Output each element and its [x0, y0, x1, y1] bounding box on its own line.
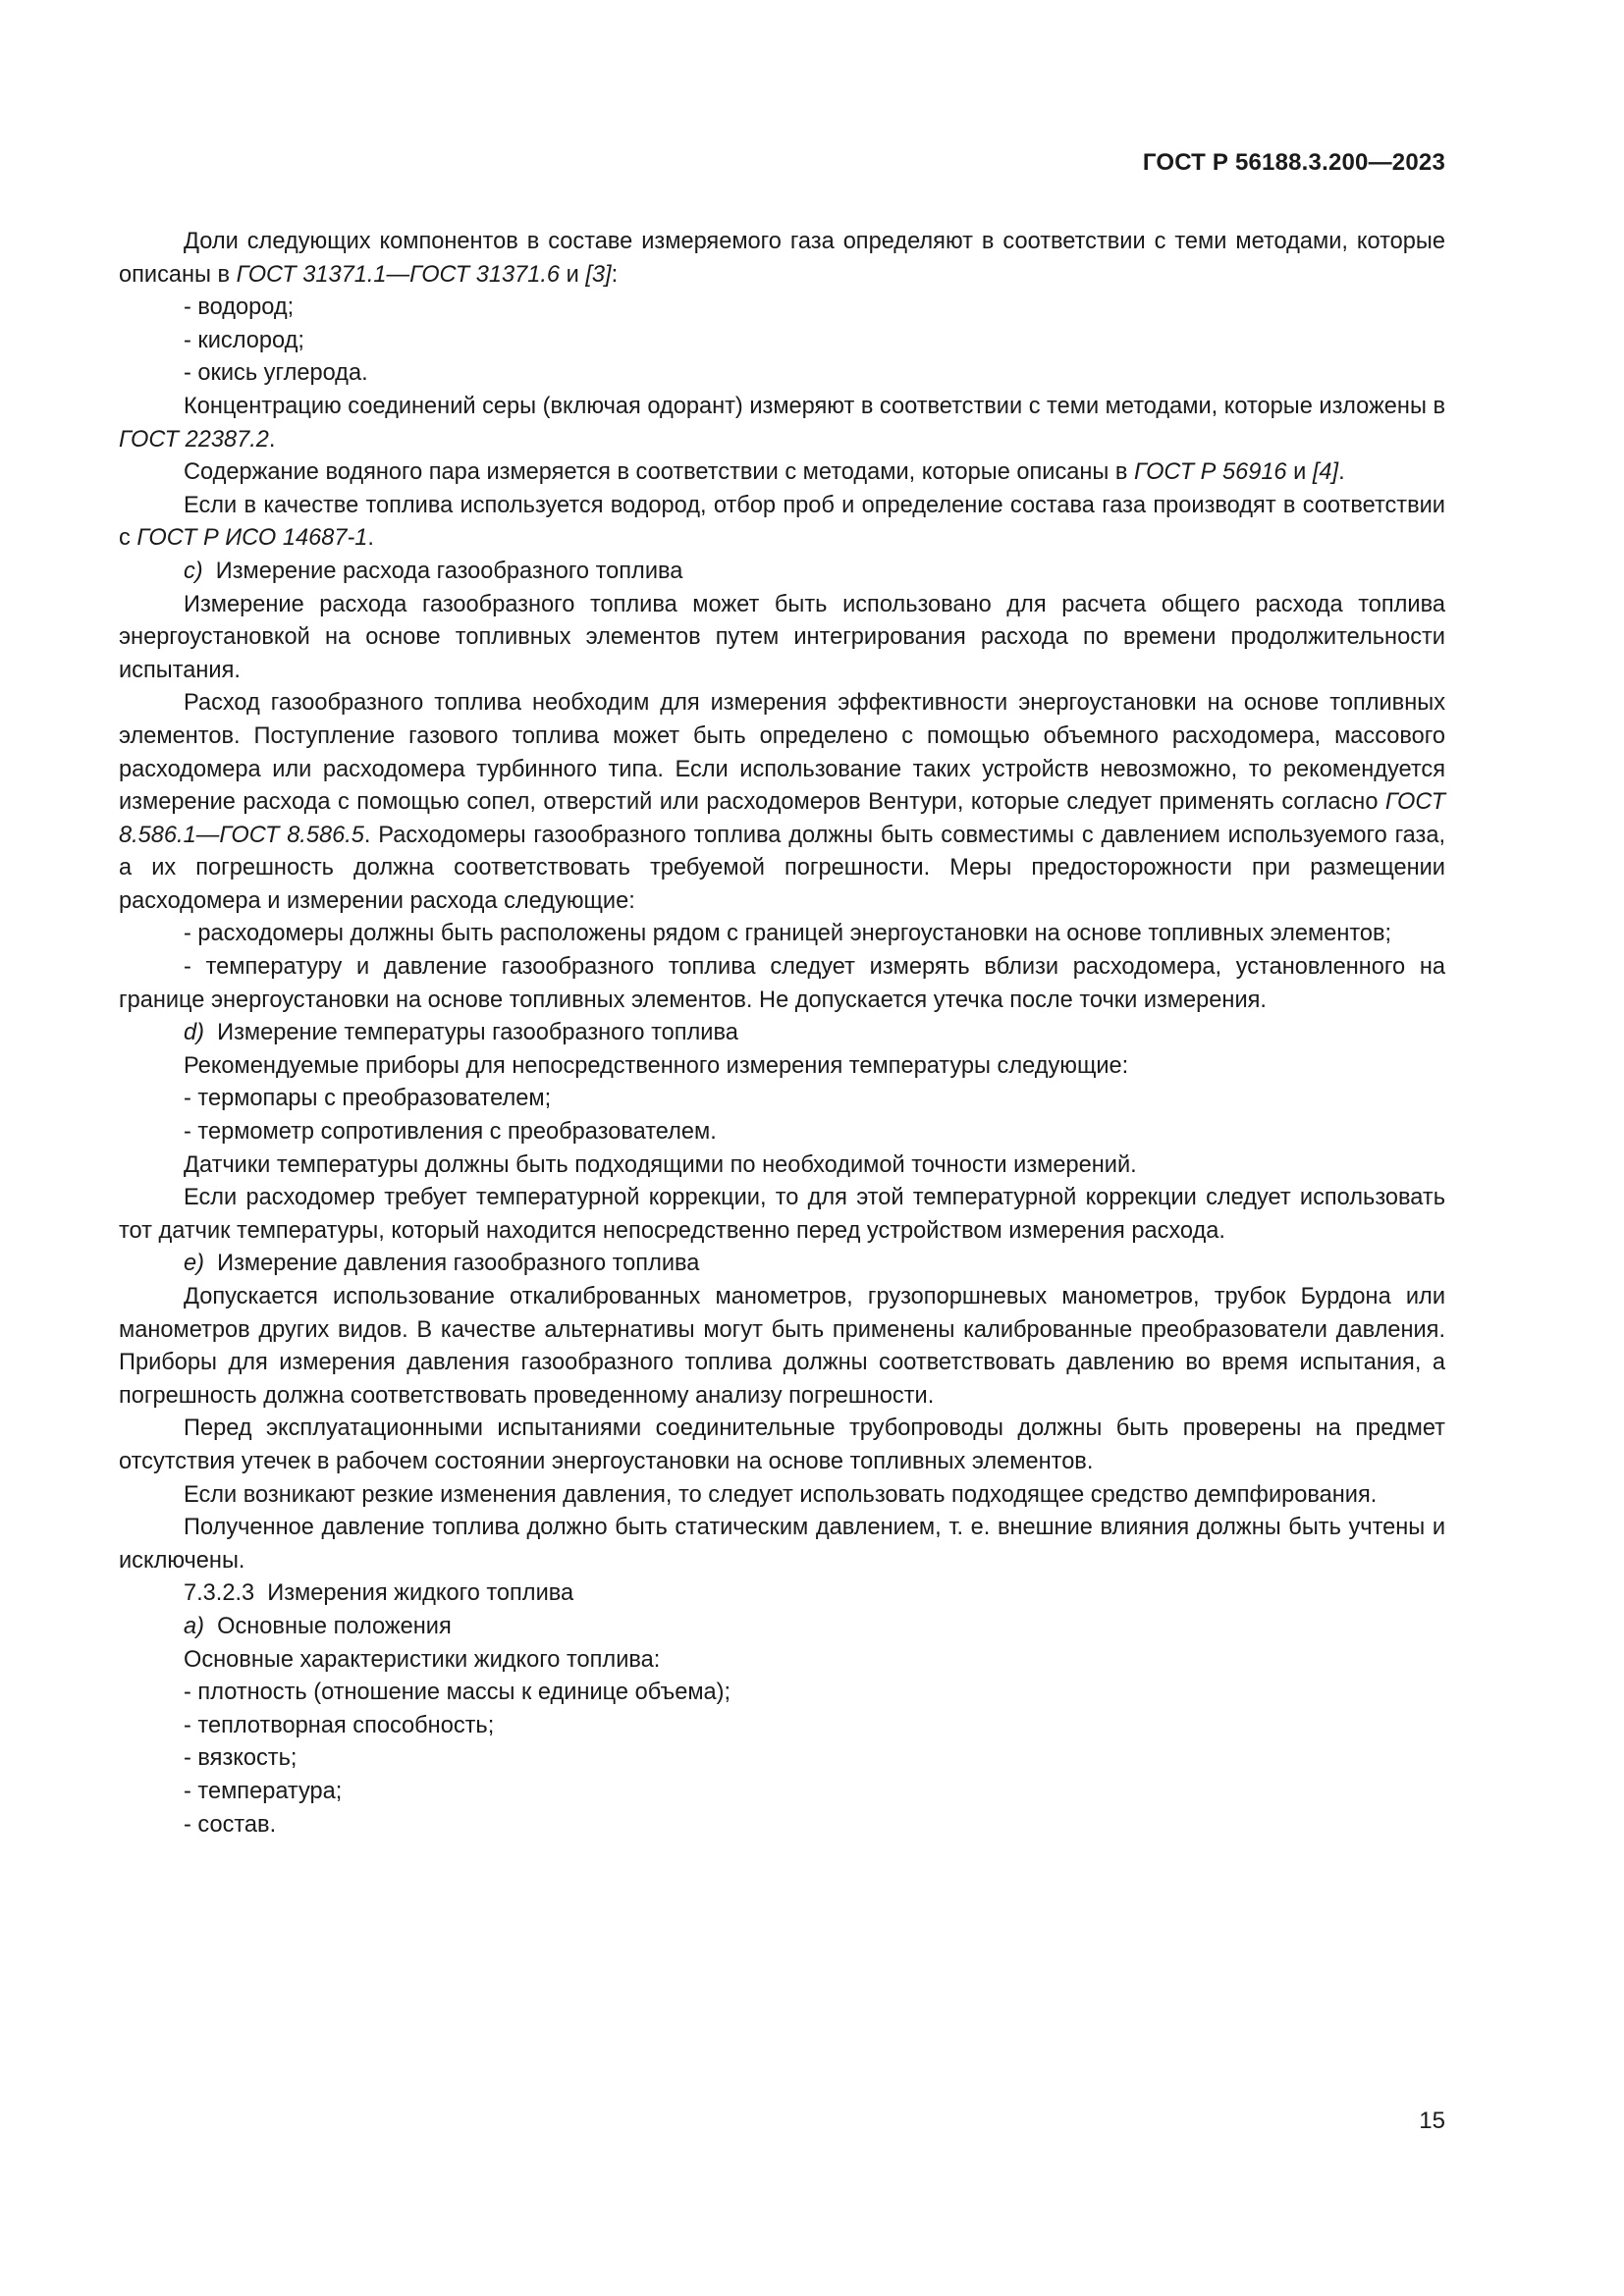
list-item: - термометр сопротивления с преобразователем. — [184, 1119, 717, 1146]
list-item: - состав. — [184, 1811, 277, 1838]
text-run: и — [560, 261, 586, 288]
subsection-heading — [119, 556, 1445, 589]
subsection-heading — [119, 1248, 1445, 1281]
heading-text: Основные положения — [217, 1613, 452, 1639]
subsection-heading — [119, 1017, 1445, 1050]
list-item: - температура; — [184, 1778, 343, 1804]
paragraph — [119, 456, 1445, 490]
list-item: - термопары с преобразователем; — [184, 1086, 552, 1112]
bibliography-reference: [4] — [1312, 459, 1339, 486]
paragraph: Рекомендуемые приборы для непосредственного измерения температуры следующие: — [184, 1052, 1129, 1079]
item-letter: c) — [184, 558, 203, 584]
section-heading: 7.3.2.3 Измерения жидкого топлива — [184, 1580, 574, 1607]
text-run: Концентрацию соединений серы (включая одорант) измеряют в соответствии с теми методами, которые изложены в — [184, 393, 1445, 419]
text-run: и — [1286, 459, 1313, 486]
paragraph: Полученное давление топлива должно быть статическим давлением, т. е. внешние влияния должны быть учтены и исключены. — [119, 1515, 1445, 1574]
paragraph — [119, 226, 1445, 292]
list-item: - вязкость; — [184, 1745, 298, 1772]
paragraph: Измерение расхода газообразного топлива может быть использовано для расчета общего расхода топлива энергоустановкой на основе топливных элементов путем интегрирования расхода по времени продолжительности испытания. — [119, 591, 1445, 683]
list-item: - кислород; — [184, 327, 304, 353]
paragraph: Основные характеристики жидкого топлива: — [184, 1646, 661, 1673]
paragraph: Если расходомер требует температурной коррекции, то для этой температурной коррекции следует использовать тот датчик температуры, который находится непосредственно перед устройством измерения расхода. — [119, 1185, 1445, 1244]
text-run: Содержание водяного пара измеряется в соответствии с методами, которые описаны в — [184, 459, 1135, 486]
page-body — [119, 226, 1445, 1842]
text-run: Доли следующих компонентов в составе измеряемого газа определяют в соответствии с теми методами, которые описаны в — [119, 229, 1445, 288]
paragraph — [119, 490, 1445, 556]
text-run: . — [1338, 459, 1345, 486]
page-number: 15 — [1419, 2108, 1445, 2134]
subsection-heading — [119, 1611, 1445, 1644]
paragraph — [119, 391, 1445, 456]
text-run: . — [268, 426, 276, 453]
paragraph — [119, 687, 1445, 918]
standard-code: ГОСТ Р 56188.3.200—2023 — [1142, 149, 1445, 176]
list-item: - окись углерода. — [184, 360, 368, 387]
heading-text: Измерение температуры газообразного топлива — [217, 1020, 738, 1046]
heading-text: Измерение расхода газообразного топлива — [215, 558, 683, 584]
item-letter: a) — [184, 1613, 204, 1639]
bibliography-reference: [3] — [585, 261, 612, 288]
list-item: - температуру и давление газообразного топлива следует измерять вблизи расходомера, установленного на границе энергоустановки на основе топливных элементов. Не допускается утечка после точки измерения. — [119, 954, 1445, 1013]
standard-reference: ГОСТ 8.586.1—ГОСТ 8.586.5 — [119, 789, 1445, 848]
standard-reference: ГОСТ Р 56916 — [1134, 459, 1287, 486]
item-letter: d) — [184, 1020, 204, 1046]
document-header — [1143, 149, 1445, 177]
text-run: : — [611, 261, 619, 288]
standard-reference: ГОСТ Р ИСО 14687-1 — [136, 525, 368, 552]
list-item: - плотность (отношение массы к единице объема); — [184, 1680, 731, 1706]
paragraph: Допускается использование откалиброванных манометров, грузопоршневых манометров, трубок Бурдона или манометров других видов. В качестве альтернативы могут быть применены калиброванные преобразователи давления. Приборы для измерения давления газообразного топлива должны соответствовать давлению во время испытания, а погрешность должна соответствовать проведенному анализу погрешности. — [119, 1284, 1445, 1409]
text-run: . Расходомеры газообразного топлива должны быть совместимы с давлением используемого газа, а их погрешность должна соответствовать требуемой погрешности. Меры предосторожности при размещении расходомера и измерении расхода следующие: — [119, 822, 1446, 914]
standard-reference: ГОСТ 22387.2 — [119, 426, 269, 453]
paragraph: Если возникают резкие изменения давления, то следует использовать подходящее средство демпфирования. — [184, 1481, 1378, 1508]
heading-text: Измерение давления газообразного топлива — [217, 1251, 700, 1277]
paragraph: Перед эксплуатационными испытаниями соединительные трубопроводы должны быть проверены на предмет отсутствия утечек в рабочем состоянии энергоустановки на основе топливных элементов. — [119, 1415, 1445, 1474]
item-letter: e) — [184, 1251, 204, 1277]
standard-reference: ГОСТ 31371.1—ГОСТ 31371.6 — [236, 261, 561, 288]
text-run: . — [367, 525, 374, 552]
text-run: Если в качестве топлива используется водород, отбор проб и определение состава газа производят в соответствии с — [119, 492, 1445, 552]
list-item: - водород; — [184, 294, 295, 321]
list-item: - теплотворная способность; — [184, 1712, 495, 1738]
list-item: - расходомеры должны быть расположены рядом с границей энергоустановки на основе топливных элементов; — [184, 921, 1392, 947]
text-run: Расход газообразного топлива необходим для измерения эффективности энергоустановки на основе топливных элементов. Поступление газового топлива может быть определено с помощью объемного расходомера, массового расходомера или расходомера турбинного типа. Если использование таких устройств невозможно, то рекомендуется измерение расхода с помощью сопел, отверстий или расходомеров Вентури, которые следует применять согласно — [119, 690, 1445, 816]
paragraph: Датчики температуры должны быть подходящими по необходимой точности измерений. — [184, 1151, 1137, 1178]
